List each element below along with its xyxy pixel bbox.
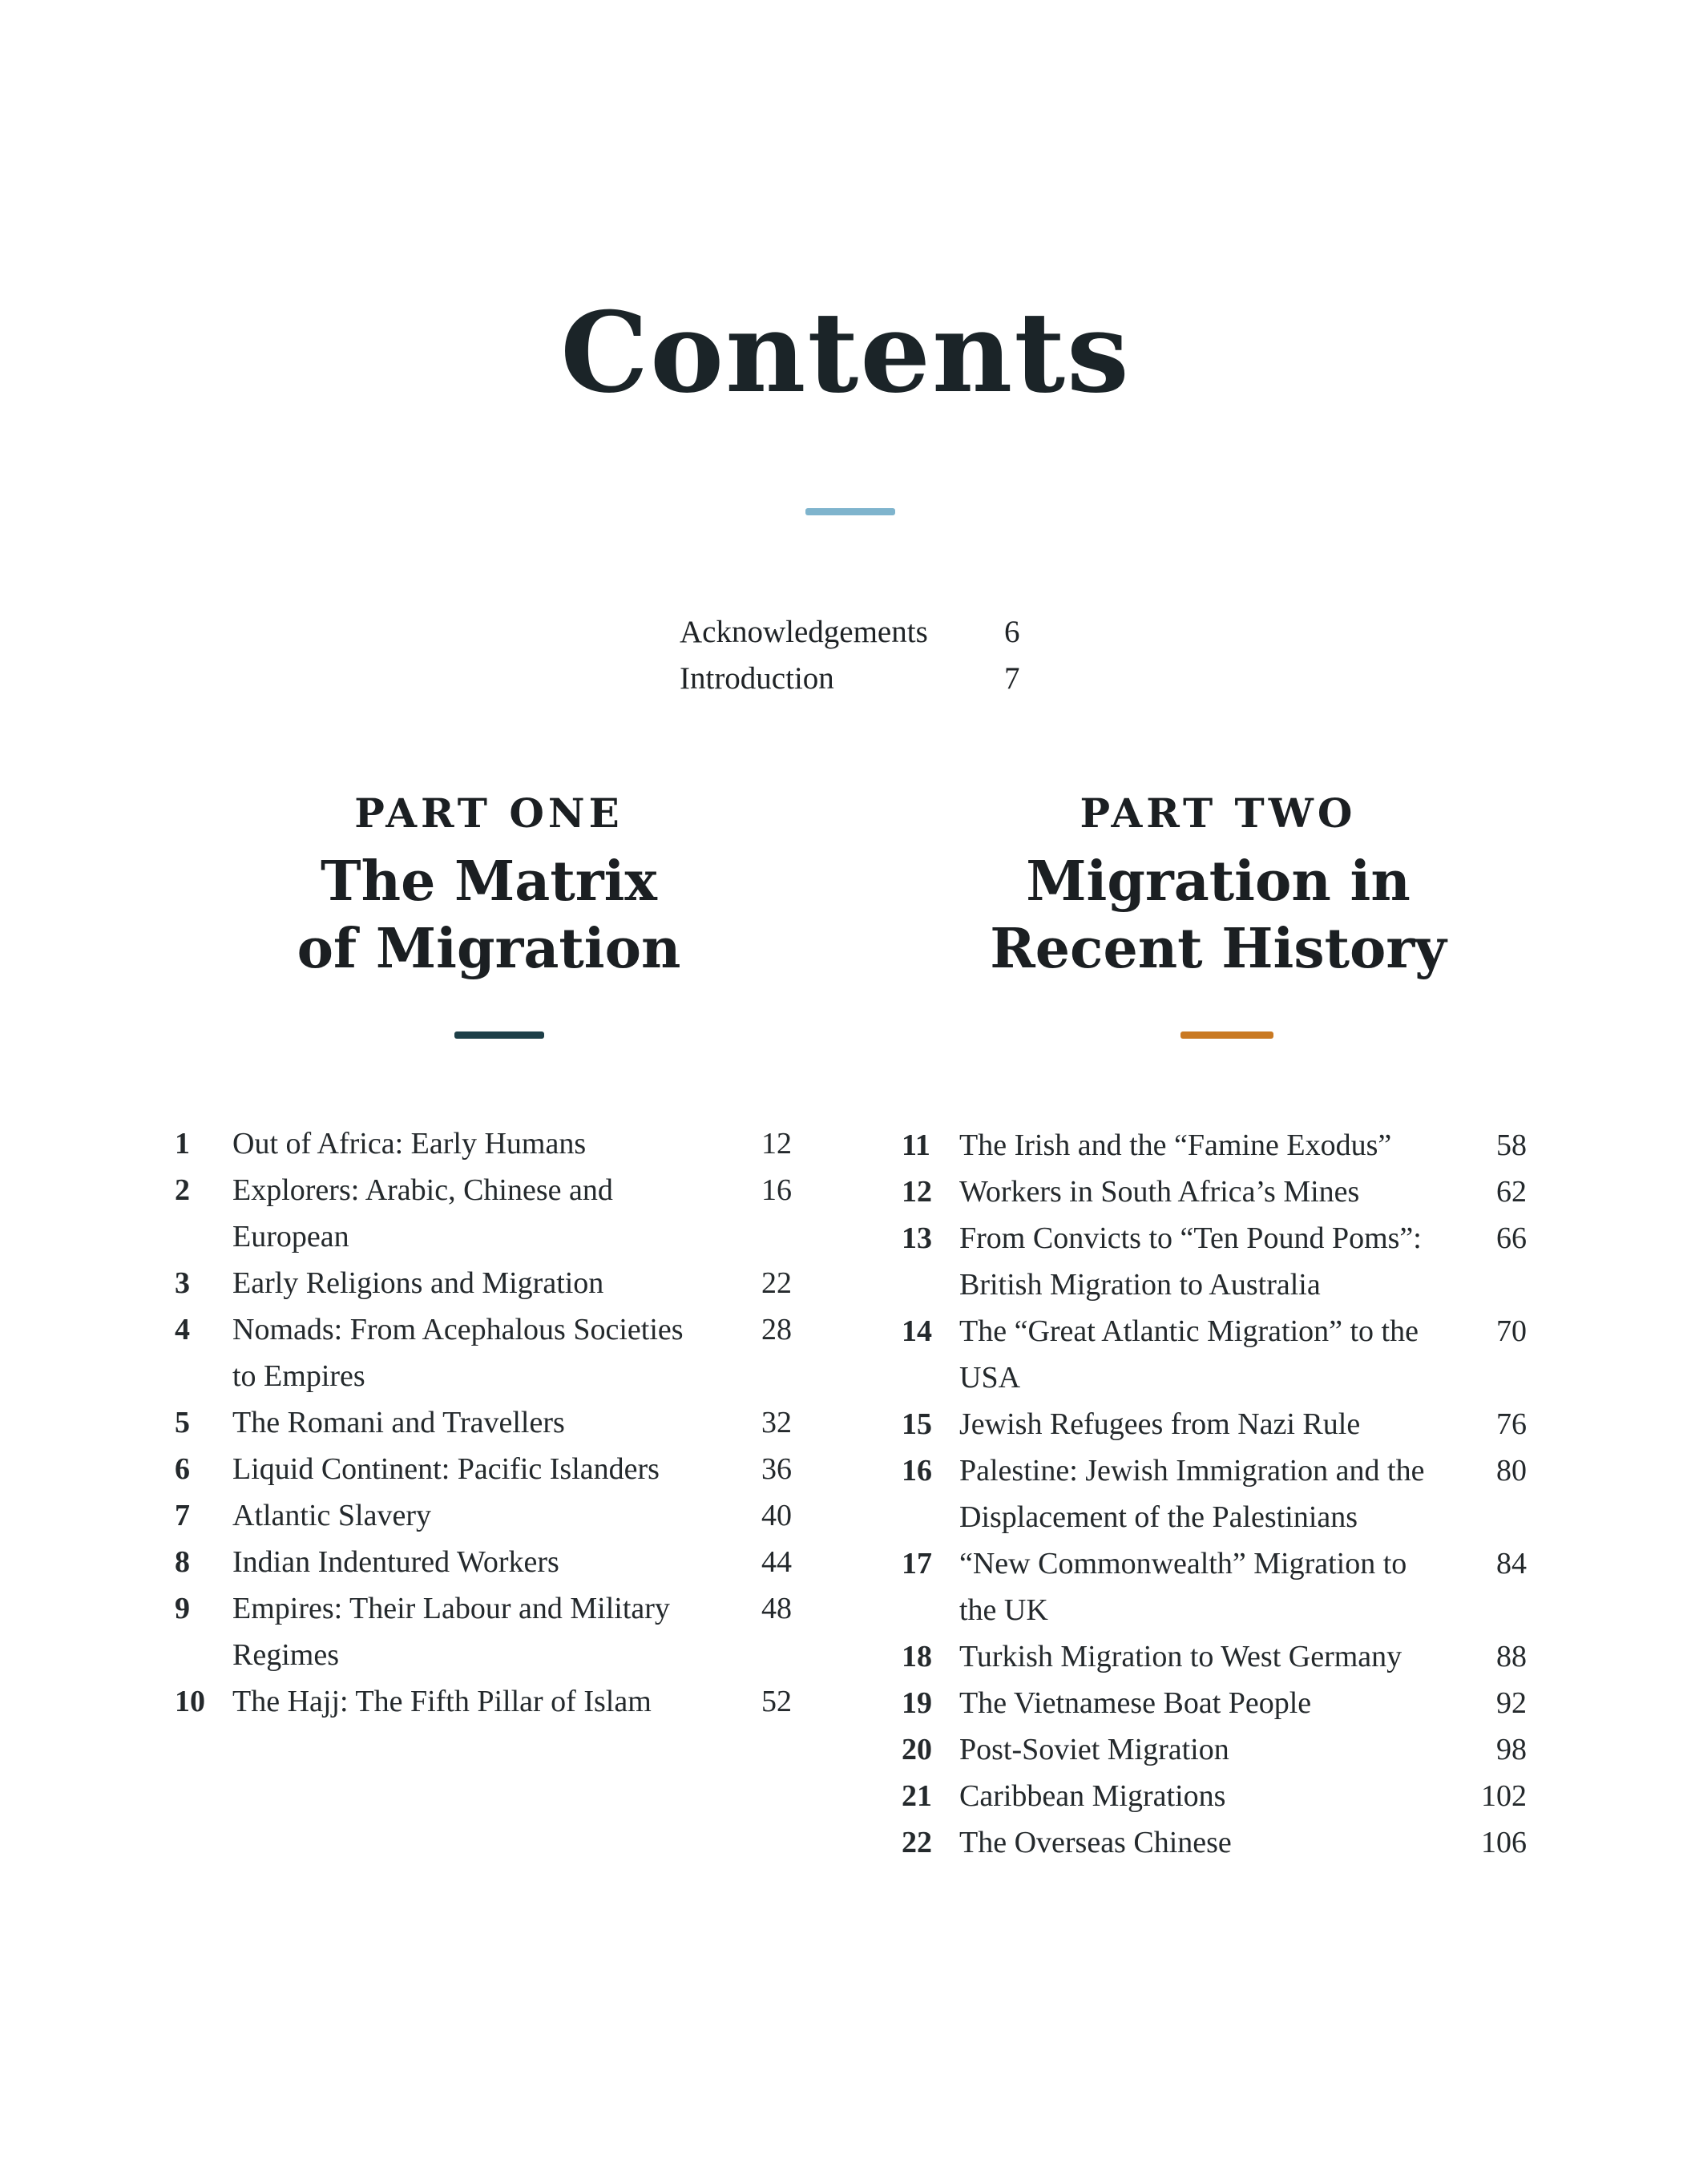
- part-one-heading: [264, 785, 713, 983]
- chapter-entry[interactable]: [902, 1308, 1527, 1401]
- chapter-title: Workers in South Africa’s Mines: [959, 1175, 1360, 1209]
- page-title: Contents: [560, 287, 1131, 418]
- front-matter-page: 6: [1004, 615, 1020, 649]
- chapter-title: Explorers: Arabic, Chinese and European: [232, 1173, 613, 1253]
- part-two-heading: [978, 785, 1459, 983]
- part-one-label: PART ONE: [354, 789, 624, 837]
- chapter-entry[interactable]: [175, 1678, 800, 1725]
- chapter-title: Nomads: From Acephalous Societies to Empires: [232, 1313, 684, 1393]
- part-one-divider: [454, 1031, 544, 1039]
- chapter-number: 1: [175, 1127, 190, 1161]
- chapter-number: 7: [175, 1499, 190, 1532]
- chapter-entry[interactable]: [902, 1447, 1527, 1540]
- chapter-page: 76: [1496, 1407, 1527, 1441]
- chapter-title: Atlantic Slavery: [232, 1499, 431, 1532]
- chapter-number: 19: [902, 1686, 932, 1720]
- chapter-entry[interactable]: [175, 1539, 800, 1585]
- chapter-number: 5: [175, 1406, 190, 1439]
- chapter-number: 16: [902, 1454, 932, 1488]
- chapter-title: Jewish Refugees from Nazi Rule: [959, 1407, 1361, 1441]
- front-matter-page: 7: [1004, 661, 1020, 696]
- chapter-number: 13: [902, 1221, 932, 1255]
- chapter-number: 20: [902, 1733, 932, 1766]
- chapter-title: From Convicts to “Ten Pound Poms”: British Migration to Australia: [959, 1221, 1422, 1302]
- chapter-title: Post-Soviet Migration: [959, 1733, 1229, 1766]
- chapter-entry[interactable]: [175, 1399, 800, 1446]
- chapter-number: 9: [175, 1592, 190, 1625]
- chapter-title: Caribbean Migrations: [959, 1779, 1226, 1813]
- chapter-page: 84: [1496, 1547, 1527, 1580]
- front-matter-label: Introduction: [680, 661, 834, 696]
- chapter-entry[interactable]: [175, 1306, 800, 1399]
- chapter-page: 16: [761, 1173, 792, 1207]
- chapter-number: 4: [175, 1313, 190, 1346]
- chapter-title: The Vietnamese Boat People: [959, 1686, 1312, 1720]
- part-two-title-line: Migration in: [1026, 850, 1411, 914]
- chapter-page: 70: [1496, 1314, 1527, 1348]
- part-two-label: PART TWO: [1080, 789, 1357, 837]
- chapter-entry[interactable]: [902, 1401, 1527, 1447]
- chapter-number: 2: [175, 1173, 190, 1207]
- part-one-title: [264, 848, 713, 983]
- chapter-page: 92: [1496, 1686, 1527, 1720]
- chapter-page: 102: [1481, 1779, 1527, 1813]
- part-one-title-line: of Migration: [297, 917, 681, 981]
- chapter-entry[interactable]: [175, 1167, 800, 1260]
- chapter-page: 58: [1496, 1128, 1527, 1162]
- chapter-title: The Overseas Chinese: [959, 1826, 1232, 1859]
- chapter-entry[interactable]: [902, 1169, 1527, 1215]
- chapter-title: The Hajj: The Fifth Pillar of Islam: [232, 1685, 652, 1718]
- chapter-entry[interactable]: [902, 1633, 1527, 1680]
- chapter-page: 88: [1496, 1640, 1527, 1673]
- part-one-title-line: The Matrix: [321, 850, 657, 914]
- front-matter-label: Acknowledgements: [680, 615, 928, 649]
- part-two-title: [978, 848, 1459, 983]
- chapter-entry[interactable]: [175, 1585, 800, 1678]
- chapter-entry[interactable]: [175, 1492, 800, 1539]
- chapter-title: The “Great Atlantic Migration” to the USA: [959, 1314, 1419, 1395]
- part-two-divider: [1180, 1031, 1273, 1039]
- chapter-number: 12: [902, 1175, 932, 1209]
- chapter-page: 106: [1481, 1826, 1527, 1859]
- chapter-page: 98: [1496, 1733, 1527, 1766]
- chapter-entry[interactable]: [902, 1680, 1527, 1726]
- chapter-number: 8: [175, 1545, 190, 1579]
- chapter-title: Empires: Their Labour and Military Regimes: [232, 1592, 670, 1672]
- chapter-entry[interactable]: [902, 1122, 1527, 1169]
- part-two-title-line: Recent History: [990, 917, 1447, 981]
- chapter-number: 22: [902, 1826, 932, 1859]
- chapter-page: 66: [1496, 1221, 1527, 1255]
- chapter-number: 15: [902, 1407, 932, 1441]
- chapter-entry[interactable]: [175, 1120, 800, 1167]
- chapter-page: 22: [761, 1266, 792, 1300]
- chapter-page: 36: [761, 1452, 792, 1486]
- chapter-page: 12: [761, 1127, 792, 1161]
- chapter-page: 62: [1496, 1175, 1527, 1209]
- chapter-number: 3: [175, 1266, 190, 1300]
- chapter-title: Out of Africa: Early Humans: [232, 1127, 587, 1161]
- chapter-title: Indian Indentured Workers: [232, 1545, 559, 1579]
- chapter-entry[interactable]: [902, 1540, 1527, 1633]
- chapter-entry[interactable]: [902, 1215, 1527, 1308]
- chapter-title: Palestine: Jewish Immigration and the Displacement of the Palestinians: [959, 1454, 1425, 1534]
- chapter-title: Liquid Continent: Pacific Islanders: [232, 1452, 660, 1486]
- chapter-page: 32: [761, 1406, 792, 1439]
- chapter-page: 40: [761, 1499, 792, 1532]
- chapter-number: 10: [175, 1685, 205, 1718]
- chapter-title: Early Religions and Migration: [232, 1266, 604, 1300]
- chapter-title: Turkish Migration to West Germany: [959, 1640, 1402, 1673]
- chapter-number: 17: [902, 1547, 932, 1580]
- chapter-page: 80: [1496, 1454, 1527, 1488]
- chapter-title: The Romani and Travellers: [232, 1406, 565, 1439]
- title-divider: [805, 508, 895, 515]
- chapter-entry[interactable]: [175, 1260, 800, 1306]
- chapter-page: 28: [761, 1313, 792, 1346]
- part-one-chapter-list: [175, 1120, 800, 1725]
- chapter-entry[interactable]: [902, 1819, 1527, 1866]
- chapter-number: 18: [902, 1640, 932, 1673]
- chapter-page: 44: [761, 1545, 792, 1579]
- chapter-title: The Irish and the “Famine Exodus”: [959, 1128, 1392, 1162]
- chapter-page: 48: [761, 1592, 792, 1625]
- chapter-entry[interactable]: [902, 1773, 1527, 1819]
- part-two-chapter-list: [902, 1122, 1527, 1866]
- chapter-title: “New Commonwealth” Migration to the UK: [959, 1547, 1407, 1627]
- chapter-number: 11: [902, 1128, 930, 1162]
- chapter-entry[interactable]: [902, 1726, 1527, 1773]
- chapter-number: 14: [902, 1314, 932, 1348]
- chapter-number: 6: [175, 1452, 190, 1486]
- chapter-page: 52: [761, 1685, 792, 1718]
- chapter-number: 21: [902, 1779, 932, 1813]
- chapter-entry[interactable]: [175, 1446, 800, 1492]
